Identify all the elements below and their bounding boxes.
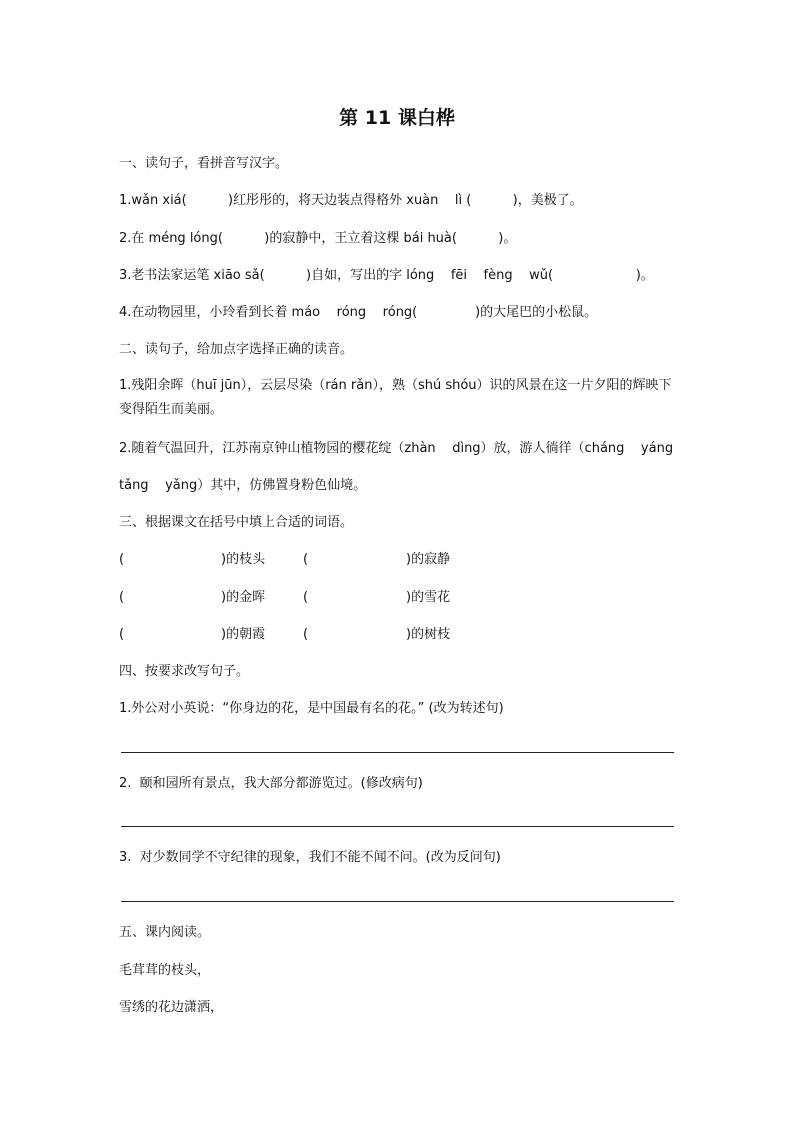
section-1-heading: 一、读句子，看拼音写汉字。 — [119, 156, 289, 171]
s2-question-1: 1.残阳余晖（huī jūn），云层尽染（rán rǎn），熟（shú shóu）识的风景在这一片夕阳的辉映下变得陌生而美丽。 — [119, 378, 672, 417]
fill-open-paren: ( — [303, 627, 309, 642]
fill-open-paren: ( — [303, 552, 309, 567]
s4-question-1: 1.外公对小英说：“你身边的花，是中国最有名的花。” (改为转述句) — [119, 701, 504, 716]
fill-open-paren: ( — [119, 627, 125, 642]
fill-left-3: )的朝霞 — [221, 627, 266, 642]
fill-left-2: )的金晖 — [221, 590, 266, 605]
section-2-heading: 二、读句子，给加点字选择正确的读音。 — [119, 342, 354, 357]
s1-question-3: 3.老书法家运笔 xiāo sǎ( )自如，写出的字 lóng fēi fèng wǔ( )。 — [119, 268, 654, 283]
answer-line-1 — [121, 752, 674, 753]
s1-question-2: 2.在 méng lóng( )的寂静中，王立着这棵 bái huà( )。 — [119, 231, 517, 246]
fill-open-paren: ( — [119, 590, 125, 605]
reading-line-2: 雪绣的花边潇洒， — [119, 1000, 224, 1015]
section-3-heading: 三、根据课文在括号中填上合适的词语。 — [119, 515, 354, 530]
fill-open-paren: ( — [303, 590, 309, 605]
s4-question-2: 2. 颐和园所有景点，我大部分都游览过。(修改病句) — [119, 776, 423, 791]
s1-question-4: 4.在动物园里，小玲看到长着 máo róng róng( )的大尾巴的小松鼠。 — [119, 305, 598, 320]
fill-right-3: )的树枝 — [406, 627, 451, 642]
s4-question-3: 3. 对少数同学不守纪律的现象，我们不能不闻不问。(改为反问句) — [119, 850, 501, 865]
section-4-heading: 四、按要求改写句子。 — [119, 664, 250, 679]
reading-line-1: 毛茸茸的枝头， — [119, 963, 211, 978]
answer-line-2 — [121, 826, 674, 827]
s2-question-2-line-2: tǎng yǎng）其中，仿佛置身粉色仙境。 — [119, 478, 367, 493]
fill-left-1: )的枝头 — [221, 552, 266, 567]
fill-right-1: )的寂静 — [406, 552, 451, 567]
fill-open-paren: ( — [119, 552, 125, 567]
page-title: 第 11 课白桦 — [339, 107, 455, 129]
s2-question-2-line-1: 2.随着气温回升，江苏南京钟山植物园的樱花绽（zhàn dìng）放，游人徜徉（cháng yáng — [119, 441, 674, 456]
section-5-heading: 五、课内阅读。 — [119, 925, 211, 940]
s1-question-1: 1.wǎn xiá( )红彤彤的，将天边装点得格外 xuàn lì ( )，美极了。 — [119, 193, 583, 208]
fill-right-2: )的雪花 — [406, 590, 451, 605]
answer-line-3 — [121, 901, 674, 902]
